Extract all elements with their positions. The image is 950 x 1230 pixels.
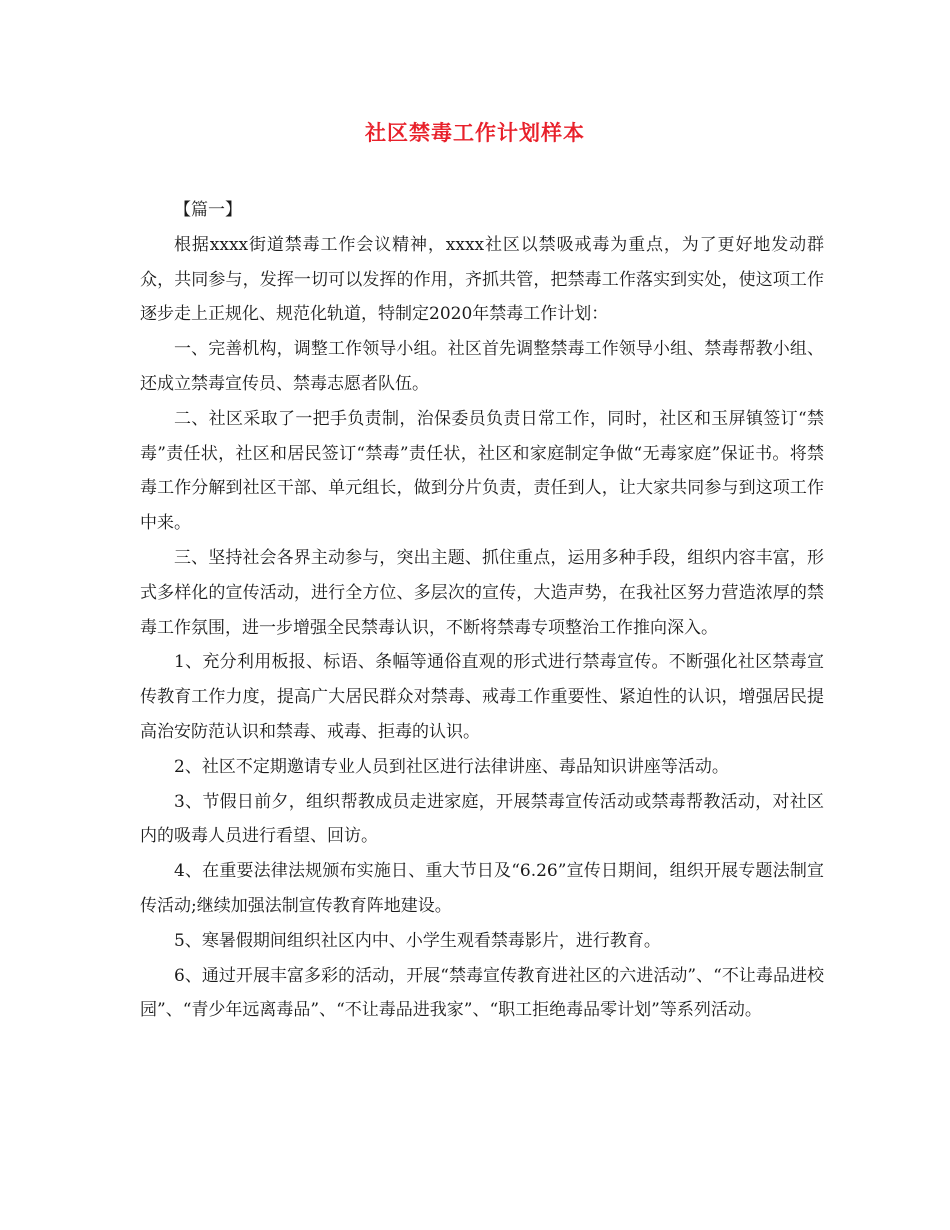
- paragraph-item-1: 一、完善机构，调整工作领导小组。社区首先调整禁毒工作领导小组、禁毒帮教小组、还成立禁毒宣传员、禁毒志愿者队伍。: [140, 339, 824, 394]
- paragraph-subitem-6: 6、通过开展丰富多彩的活动，开展“禁毒宣传教育进社区的六进活动”、“不让毒品进校园”、“青少年远离毒品”、“不让毒品进我家”、“职工拒绝毒品零计划”等系列活动。: [140, 965, 824, 1021]
- paragraph-subitem-3: 3、节假日前夕，组织帮教成员走进家庭，开展禁毒宣传活动或禁毒帮教活动，对社区内的吸毒人员进行看望、回访。: [140, 791, 824, 847]
- paragraph-subitem-4: 4、在重要法律法规颁布实施日、重大节日及“6.26”宣传日期间，组织开展专题法制宣传活动;继续加强法制宣传教育阵地建设。: [140, 861, 824, 916]
- paragraph-intro: 根据xxxx街道禁毒工作会议精神，xxxx社区以禁吸戒毒为重点，为了更好地发动群众，共同参与，发挥一切可以发挥的作用，齐抓共管，把禁毒工作落实到实处，使这项工作逐步走上正规化、规范化轨道，特制定2020年禁毒工作计划：: [140, 234, 824, 325]
- document-body: [140, 193, 824, 1028]
- paragraph-item-2: 二、社区采取了一把手负责制，治保委员负责日常工作，同时，社区和玉屏镇签订“禁毒”责任状，社区和居民签订“禁毒”责任状，社区和家庭制定争做“无毒家庭”保证书。将禁毒工作分解到社区干部、单元组长，做到分片负责，责任到人，让大家共同参与到这项工作中来。: [140, 408, 824, 534]
- document-title: 社区禁毒工作计划样本: [365, 120, 585, 145]
- paragraph-subitem-2: 2、社区不定期邀请专业人员到社区进行法律讲座、毒品知识讲座等活动。: [174, 756, 729, 777]
- paragraph-item-3: 三、坚持社会各界主动参与，突出主题、抓住重点，运用多种手段，组织内容丰富，形式多样化的宣传活动，进行全方位、多层次的宣传，大造声势，在我社区努力营造浓厚的禁毒工作氛围，进一步增强全民禁毒认识，不断将禁毒专项整治工作推向深入。: [140, 547, 824, 638]
- paragraph-subitem-1: 1、充分利用板报、标语、条幅等通俗直观的形式进行禁毒宣传。不断强化社区禁毒宣传教育工作力度，提高广大居民群众对禁毒、戒毒工作重要性、紧迫性的认识，增强居民提高治安防范认识和禁毒、戒毒、拒毒的认识。: [140, 652, 824, 742]
- section-label: 【篇一】: [174, 200, 242, 220]
- paragraph-subitem-5: 5、寒暑假期间组织社区内中、小学生观看禁毒影片，进行教育。: [174, 930, 661, 951]
